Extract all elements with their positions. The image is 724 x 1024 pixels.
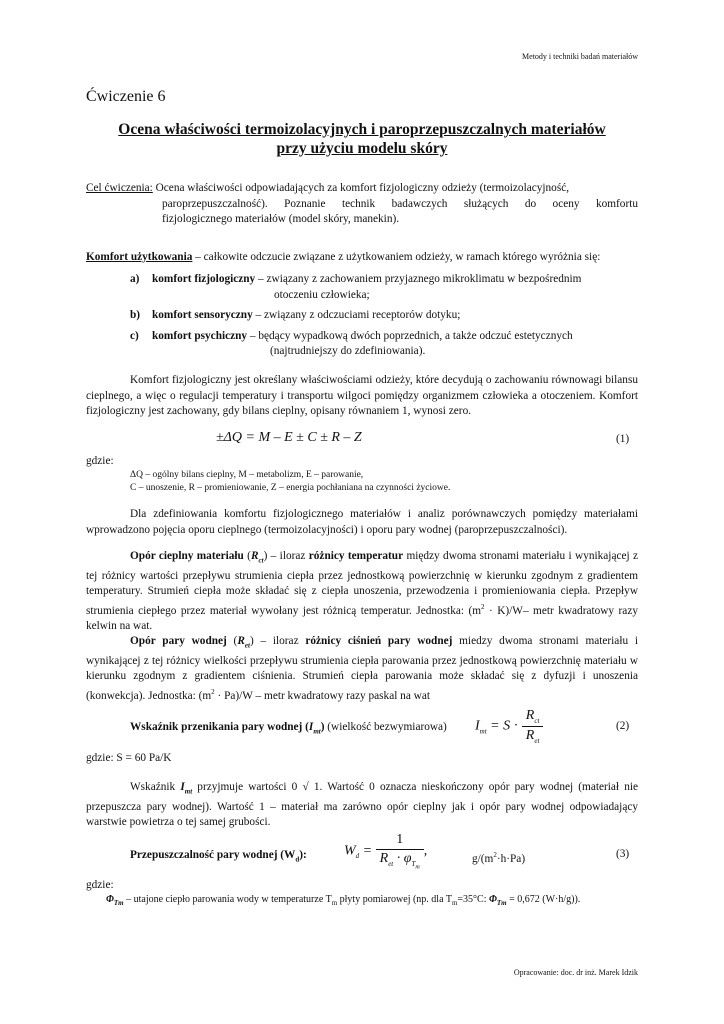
equation-3-fraction: $\frac{1}{R_{et} \cdot \varphi_{T_m}}$ [376,832,424,870]
page-title [86,120,638,158]
equation-3-unit: $g/(m^2\cdot h\cdot Pa)$ [472,851,526,865]
definitions-intro: Dla zdefiniowania komfortu fizjologicznego materiałów i analiz porównawczych pomiędzy materiałami wprowadzono pojęcia oporu cieplnego (termoizolacyjności) i oporu pary wodnej (paroprzepuszczalności). [86,508,638,536]
equation-3-number: (3) [616,848,630,860]
goal-section [86,181,638,228]
equation-2-where: gdzie: S = 60 Pa/K [86,752,172,764]
equation-3-legend: $\Phi_{Tm}$ – utajone ciepło parowania wody w temperaturze $T_m$ płyty pomiarowej (np. dla $T_m=35^\circ C$: $\Phi_{Tm} = 0,672$ (W·h/g)). [106,894,581,907]
comfort-list [130,272,640,360]
goal-line-2: paroprzepuszczalność). Poznanie technik badawczych służących do oceny komfortu [162,197,638,210]
running-header: Metody i techniki badań materiałów [522,52,638,61]
list-item: b) komfort sensoryczny – związany z odczuciami receptorów dotyku; [130,309,461,321]
equation-3-where: gdzie: [86,879,114,891]
equation-3-label: Przepuszczalność pary wodnej $(W_d)$: [130,849,307,864]
equation-1: ±ΔQ = M – E ± C ± R – Z [216,430,362,445]
exercise-number: Ćwiczenie 6 [86,88,166,105]
goal-label: Cel ćwiczenia: [86,182,153,194]
thermal-resistance-paragraph: Opór cieplny materiału $(R_{ct})$ – iloraz różnicy temperatur między dwoma stronami materiału i wynikającej z tej różnicy wartości przepływu strumienia ciepła przez jednostkową powierzchnię w kierunku zgodnym z gradientem temperatury. Strumień ciepła może składać się z ciepła unoszenia, przewodzenia i promieniowania ciepła. Przepływ strumienia ciepłego przez materiał wywołany jest różnicą temperatur. Jednostka: $(m^2 \cdot K)/W-$ metr kwadratowy razy kelwin na wat. [86,550,638,633]
list-item: c) komfort psychiczny – będący wypadkową dwóch poprzednich, a także odczuć estetycznych (najtrudniejszy do zdefiniowania). [130,329,573,357]
vapour-resistance-paragraph: Opór pary wodnej $(R_{et})$ – iloraz różnicy ciśnień pary wodnej miedzy dwoma stronami materiału i wynikającej z tej różnicy wielkości przepływu strumienia ciepła parowania przez jednostkową powierzchnię materiału w kierunku zgodnym z gradientem ciśnienia. Strumień ciepła parowania może składać się z dyfuzji i unoszenia (konwekcja). Jednostka: $(m^2 \cdot Pa)/W$ – metr kwadratowy razy paskal na wat [86,635,639,702]
equation-2-fraction: $\frac{R_{ct}}{R_{et}}$ [522,708,544,745]
equation-3: $W_d$ = $\frac{1}{R_{et} \cdot \varphi_{T_m}}$ , [344,832,428,871]
comfort-term: Komfort użytkowania [86,251,193,263]
comfort-definition-text: – całkowite odczucie związane z użytkowaniem odzieży, w ramach którego wyróżnia się: [192,251,601,263]
equation-2-label: Wskaźnik przenikania pary wodnej $(I_{mt})$ (wielkość bezwymiarowa) [130,721,447,736]
title-line-2: przy użyciu modelu skóry [276,140,448,157]
title-line-1: Ocena właściwości termoizolacyjnych i paroprzepuszczalnych materiałów [118,121,606,138]
goal-line-3: fizjologicznego materiałów (model skóry, manekin). [162,213,400,225]
equation-1-legend: ΔQ – ogólny bilans cieplny, M – metabolizm, E – parowanie, C – unoszenie, R – promieniowanie, Z – energia pochłaniana na czynności życiowe. [130,470,451,493]
equation-2: $I_{mt} = S$ · $\frac{R_{ct}}{R_{et}}$ [475,708,543,745]
equation-1-number: (1) [616,433,630,445]
equation-1-where: gdzie: [86,455,114,467]
comfort-paragraph: Komfort fizjologiczny jest określany właściwościami odzieży, które decydują o zachowaniu równowagi bilansu cieplnego, a więc o regulacji temperatury i transportu wilgoci pomiędzy organizmem człowieka a otoczeniem. Komfort fizjologiczny jest zachowany, gdy bilans cieplny, opisany równaniem 1, wynosi zero. [86,374,638,417]
comfort-definition [86,250,638,266]
imt-paragraph: Wskaźnik $I_{mt}$ przyjmuje wartości 0 √ 1. Wartość 0 oznacza nieskończony opór pary wodnej (materiał nie przepuszcza pary wodnej). Wartość 1 – materiał ma zarówno opór cieplny jak i opór pary wodnej odpowiadający warstwie powietrza o tej samej grubości. [86,781,639,829]
footer-author: Opracowanie: doc. dr inż. Marek Idzik [513,968,638,977]
equation-2-number: (2) [616,720,630,732]
goal-line-1: Ocena właściwości odpowiadających za komfort fizjologiczny odzieży (termoizolacyjność, [152,182,570,194]
list-item: a) komfort fizjologiczny – związany z zachowaniem przyjaznego mikroklimatu w bezpośrednim otoczeniu człowieka; [130,273,582,301]
